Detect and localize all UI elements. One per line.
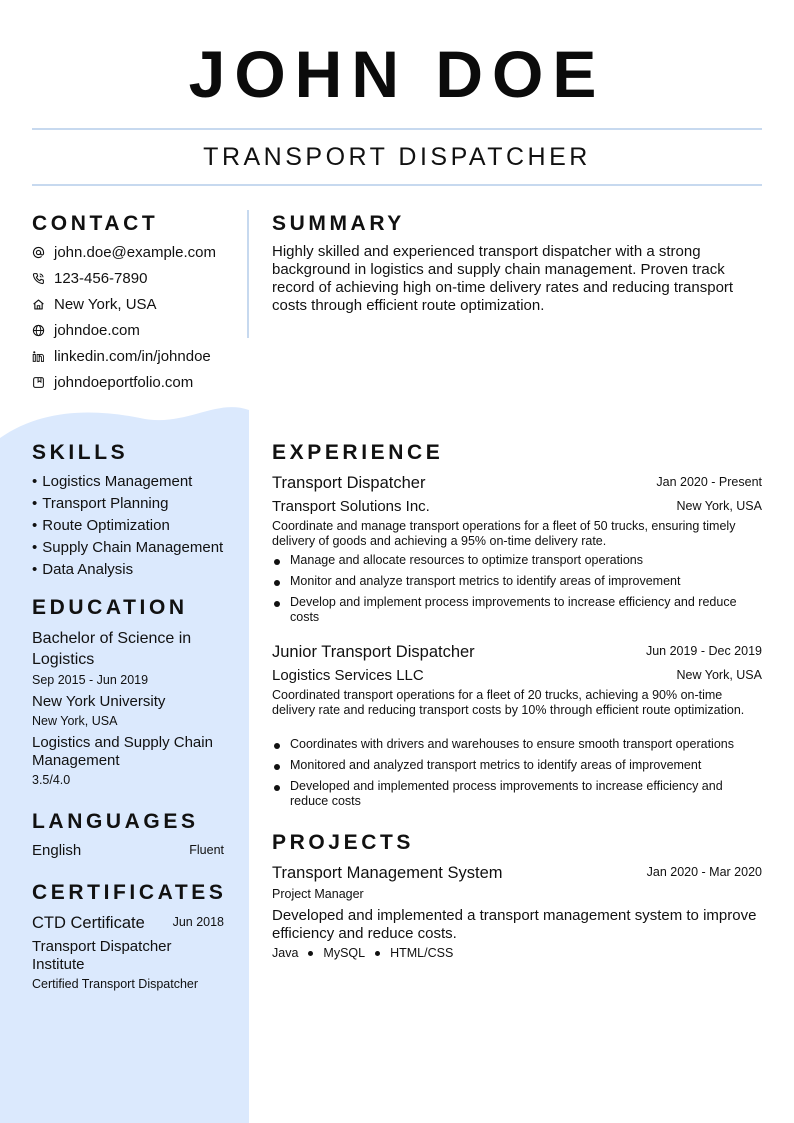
linkedin-icon xyxy=(32,350,45,363)
language-level: Fluent xyxy=(189,843,224,857)
certificate-description: Certified Transport Dispatcher xyxy=(32,977,199,991)
education-gpa: 3.5/4.0 xyxy=(32,773,71,787)
job-bullet: Monitored and analyzed transport metrics to identify areas of improvement xyxy=(272,758,762,773)
certificates-heading: CERTIFICATES xyxy=(32,881,227,904)
home-icon xyxy=(32,298,45,311)
candidate-name: JOHN DOE xyxy=(188,37,606,111)
job-bullet: Coordinates with drivers and warehouses to ensure smooth transport operations xyxy=(272,737,762,752)
skill-item: • Supply Chain Management xyxy=(32,539,223,556)
certificate-issuer: Transport Dispatcher Institute xyxy=(32,938,172,973)
job-dates: Jan 2020 - Present xyxy=(656,475,762,489)
job-location: New York, USA xyxy=(676,668,762,682)
project-name: Transport Management System xyxy=(272,864,503,882)
job-dates: Jun 2019 - Dec 2019 xyxy=(645,644,762,658)
job-bullet: Manage and allocate resources to optimize transport operations xyxy=(272,553,762,568)
project-tag: MySQL xyxy=(323,946,366,960)
language-name: English xyxy=(32,842,82,859)
contact-portfolio[interactable] xyxy=(32,374,193,391)
contact-heading: CONTACT xyxy=(32,212,159,235)
header-divider-top xyxy=(32,128,762,130)
project-dates: Jan 2020 - Mar 2020 xyxy=(646,865,762,879)
tag-separator xyxy=(375,951,380,956)
skill-item: • Transport Planning xyxy=(32,495,168,512)
contact-website-text: johndoe.com xyxy=(54,322,140,339)
languages-heading: LANGUAGES xyxy=(32,810,199,833)
contact-phone[interactable] xyxy=(32,270,147,287)
globe-icon xyxy=(32,324,45,337)
summary-heading: SUMMARY xyxy=(272,212,405,235)
contact-linkedin-text: linkedin.com/in/johndoe xyxy=(54,348,211,365)
job-company: Transport Solutions Inc. xyxy=(272,498,430,515)
portfolio-icon xyxy=(32,376,45,389)
education-degree: Bachelor of Science in Logistics xyxy=(32,630,192,668)
column-divider xyxy=(247,210,249,338)
contact-email[interactable] xyxy=(32,244,216,261)
project-tag: Java xyxy=(272,946,299,960)
contact-phone-text: 123-456-7890 xyxy=(54,270,148,287)
header-divider-bottom xyxy=(32,184,762,186)
contact-location-text: New York, USA xyxy=(54,296,157,313)
job-title: Junior Transport Dispatcher xyxy=(272,643,475,661)
project-description: Developed and implemented a transport management system to improve efficiency and reduce costs. xyxy=(272,907,757,942)
education-location: New York, USA xyxy=(32,714,118,728)
education-dates: Sep 2015 - Jun 2019 xyxy=(32,673,149,687)
education-school: New York University xyxy=(32,693,166,710)
skills-heading: SKILLS xyxy=(32,441,129,464)
contact-portfolio-text: johndoeportfolio.com xyxy=(54,374,194,391)
projects-heading: PROJECTS xyxy=(272,831,414,854)
education-program: Logistics and Supply Chain Management xyxy=(32,734,213,769)
summary-text: Highly skilled and experienced transport dispatcher with a strong background in logistics and supply chain management. Proven track record of achieving high on-time delivery rates and reducing transport costs through efficient route optimization. xyxy=(272,243,734,314)
job-bullet: Develop and implement process improvements to increase efficiency and reduce costs xyxy=(272,595,762,625)
project-tag: HTML/CSS xyxy=(390,946,454,960)
tag-separator xyxy=(308,951,313,956)
job-description: Coordinate and manage transport operations for a fleet of 50 trucks, ensuring timely delivery of goods and achieving a 95% on-time delivery rate. xyxy=(272,519,736,548)
contact-location xyxy=(32,296,157,313)
job-description: Coordinated transport operations for a fleet of 20 trucks, achieving a 90% on-time delivery rate and reducing transport costs by 10% through efficient route optimization. xyxy=(272,688,745,717)
job-location: New York, USA xyxy=(676,499,762,513)
education-heading: EDUCATION xyxy=(32,596,188,619)
skill-item: • Data Analysis xyxy=(32,561,133,578)
job-bullet: Developed and implemented process improvements to increase efficiency and reduce costs xyxy=(272,779,762,809)
job-bullet: Monitor and analyze transport metrics to identify areas of improvement xyxy=(272,574,762,589)
certificate-name: CTD Certificate xyxy=(32,914,145,932)
skill-item: • Logistics Management xyxy=(32,473,192,490)
job-title: Transport Dispatcher xyxy=(272,474,426,492)
at-icon xyxy=(32,246,45,259)
contact-website[interactable] xyxy=(32,322,140,339)
phone-icon xyxy=(32,272,45,285)
contact-linkedin[interactable] xyxy=(32,348,211,365)
job-title: TRANSPORT DISPATCHER xyxy=(203,143,591,171)
project-tags xyxy=(272,946,453,960)
skill-item: • Route Optimization xyxy=(32,517,170,534)
contact-email-text: john.doe@example.com xyxy=(54,244,216,261)
job-company: Logistics Services LLC xyxy=(272,667,424,684)
experience-heading: EXPERIENCE xyxy=(272,441,444,464)
certificate-date: Jun 2018 xyxy=(172,915,224,929)
project-role: Project Manager xyxy=(272,887,364,901)
